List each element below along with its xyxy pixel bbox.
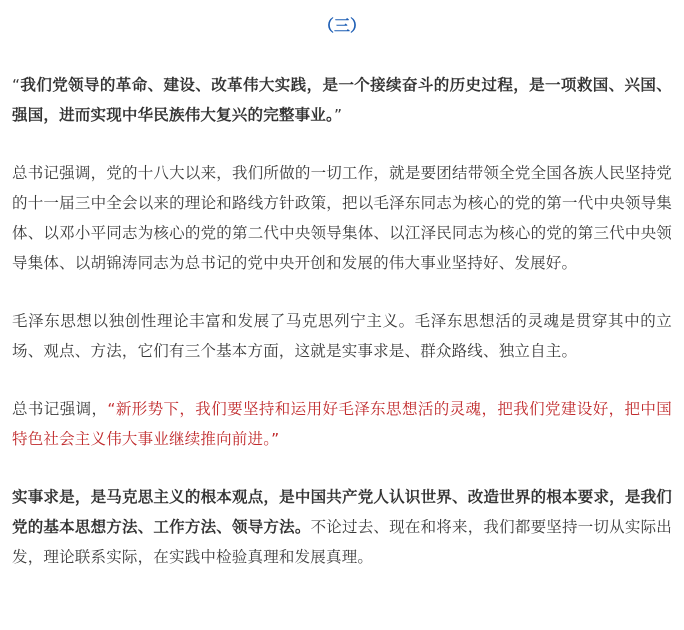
quote-paragraph [12,70,672,130]
paragraph-mao-thought: 毛泽东思想以独创性理论丰富和发展了马克思列宁主义。毛泽东思想活的灵魂是贯穿其中的立场、观点、方法，它们有三个基本方面，这就是实事求是、群众路线、独立自主。 [12,312,672,360]
quote-close-mark: ” [333,106,343,124]
paragraph-new-situation [12,394,672,454]
section-heading: （三） [317,16,366,35]
quote-text: 我们党领导的革命、建设、改革伟大实践，是一个接续奋斗的历史过程，是一项救国、兴国、强国，进而实现中华民族伟大复兴的完整事业。 [12,76,672,124]
paragraph-party-work: 总书记强调，党的十八大以来，我们所做的一切工作，就是要团结带领全党全国各族人民坚持党的十一届三中全会以来的理论和路线方针政策，把以毛泽东同志为核心的党的第一代中央领导集体、以邓小平同志为核心的党的第二代中央领导集体、以江泽民同志为核心的党的第三代中央领导集体、以胡锦涛同志为总书记的党中央开创和发展的伟大事业坚持好、发展好。 [12,164,672,272]
paragraph-seek-truth [12,482,672,572]
paragraph-lead-text: 总书记强调， [12,400,108,418]
bold-statement: 实事求是，是马克思主义的根本观点，是中国共产党人认识世界、改造世界的根本要求，是我们党的基本思想方法、工作方法、领导方法。 [12,488,672,536]
highlighted-quote: “新形势下，我们要坚持和运用好毛泽东思想活的灵魂，把我们党建设好，把中国特色社会主义伟大事业继续推向前进。” [12,400,673,448]
quote-open-mark: “ [12,76,21,94]
paragraph-rest-text: 不论过去、现在和将来，我们都要坚持一切从实际出发，理论联系实际，在实践中检验真理和发展真理。 [12,518,672,566]
